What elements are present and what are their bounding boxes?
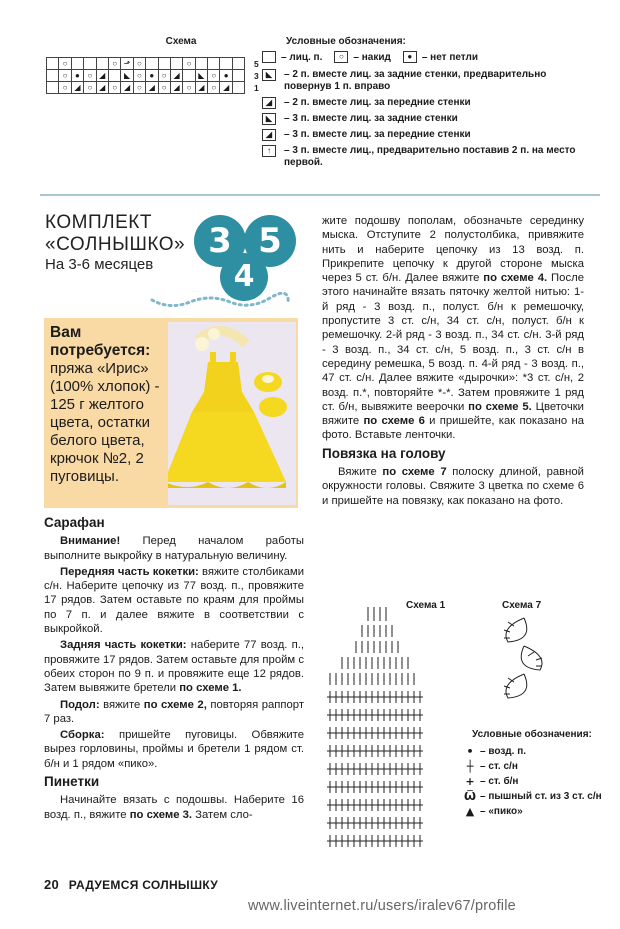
bottom-legend-item <box>462 744 602 759</box>
text: Перед началом работы выполните выкройку в натуральную величину. <box>44 535 304 562</box>
paragraph <box>44 565 304 636</box>
scheme7-title: Схема 7 <box>502 600 542 611</box>
row-numbers <box>254 58 259 94</box>
dotted-line-decoration <box>150 292 290 312</box>
top-legend-inline <box>262 51 592 63</box>
k3tog-back-icon: ◣ <box>262 113 276 125</box>
top-legend-item <box>262 97 592 109</box>
bottom-legend-item <box>462 804 602 819</box>
bottom-legend-item <box>462 759 602 774</box>
section-divider <box>40 194 600 196</box>
text: полоску длиной, равной окружности головы. Свяжите 3 цветка по схеме 6 и пришейте на повязку, как показано на фото. <box>322 466 584 507</box>
row-number: 1 <box>254 83 259 93</box>
legend-label: – «пико» <box>480 806 523 817</box>
k3tog-central-icon: ↑ <box>262 145 276 157</box>
legend-label: – 2 п. вместе лиц. за задние стенки, предварительно повернув 1 п. вправо <box>284 69 547 92</box>
size-badge: 5 <box>244 215 296 267</box>
double-crochet-icon: ┼ <box>466 760 474 773</box>
watermark-url: www.liveinternet.ru/users/iralev67/profile <box>248 898 516 914</box>
chain-stitch-icon: • <box>466 745 474 758</box>
materials-box <box>44 318 298 508</box>
legend-label: – 2 п. вместе лиц. за передние стенки <box>284 97 471 108</box>
top-legend <box>262 36 592 173</box>
text: и пришейте, как показано на фото. Вставьте ленточки. <box>322 415 584 442</box>
section-heading-pinetki: Пинетки <box>44 774 100 790</box>
top-legend-item <box>262 145 592 169</box>
title-line2: «СОЛНЫШКО» <box>45 234 186 255</box>
materials-text <box>50 324 168 486</box>
yarn-over-icon: ○ <box>334 51 348 63</box>
legend-label: – ст. с/н <box>480 761 518 772</box>
bottom-legend-item <box>462 774 602 789</box>
size-badge: 3 <box>194 215 246 267</box>
bold-text: по схеме 1. <box>176 682 242 695</box>
text: вяжите столбиками с/н. Наберите цепочку из 77 возд. п., провяжите 17 рядов. Затем оставьте по краям для проймы по 7 п. и далее вяжите в соответствии с выкройкой. <box>44 565 305 636</box>
top-scheme-title: Схема <box>165 36 197 47</box>
row-number: 3 <box>254 71 259 81</box>
paragraph <box>322 214 584 443</box>
legend-label: – 3 п. вместе лиц. за передние стенки <box>284 129 471 140</box>
text: жите подошву пополам, обозначьте серединку мыска. Отступите 2 полустолбика, привяжите нить и наберите цепочку из 13 возд. п. Прикрепите цепочку к другой стороне мыска через 5 ст. б/н. Далее вяжите <box>322 215 584 285</box>
bold-text: Сборка: <box>60 729 105 742</box>
bold-text: по схеме 6 <box>359 415 425 428</box>
legend-label: – 3 п. вместе лиц., предварительно поставив 2 п. на место первой. <box>284 145 576 168</box>
knit-chart-grid: ○ ○ ⬏ ○ ○ ○ ● ○ ◢ ◣ ○ ● ○ ◢ ◣ ○ ● ○ ◢ ○ ◢ ○ ◢ ○ ◢ ○ ◢ ○ ◢ ○ ◢ <box>46 57 245 94</box>
top-legend-item <box>262 129 592 141</box>
text: наберите 77 возд. п., провяжите 17 рядов. Затем оставьте для пройм с обеих сторон по 9 п. и провяжите еще 12 рядов. Затем вывяжите бретели <box>44 639 304 695</box>
legend-label: – лиц. п. <box>281 51 323 63</box>
bold-text: Задняя часть кокетки: <box>60 639 187 652</box>
footer-text: РАДУЕМСЯ СОЛНЫШКУ <box>68 878 219 892</box>
legend-label: – 3 п. вместе лиц. за задние стенки <box>284 113 458 124</box>
legend-label: – возд. п. <box>480 746 527 757</box>
title-line1: КОМПЛЕКТ <box>45 212 152 233</box>
scheme1-diagram <box>326 603 452 858</box>
top-legend-item <box>262 69 592 93</box>
article-title <box>45 212 185 273</box>
paragraph <box>44 793 304 822</box>
bold-text: по схеме 2, <box>140 698 207 711</box>
materials-list: пряжа «Ирис» (100% хлопок) - 125 г желтого цвета, остатки белого цвета, крючок №2, 2 пуговицы. <box>50 360 160 485</box>
picot-icon: ▲ <box>465 805 475 818</box>
legend-label: – пышный ст. из 3 ст. с/н <box>480 791 602 802</box>
bold-text: по схеме 3. <box>126 808 193 821</box>
section-heading-sarafan: Сарафан <box>44 515 105 530</box>
paragraph <box>44 534 304 563</box>
paragraph <box>44 638 304 695</box>
legend-label: – нет петли <box>421 51 479 63</box>
materials-heading: Вам потребуется: <box>50 324 151 359</box>
bold-text: Внимание! <box>60 535 121 548</box>
paragraph <box>322 465 584 508</box>
text: Затем сло- <box>192 808 253 821</box>
k3tog-front-icon: ◢ <box>262 129 276 141</box>
single-crochet-icon: + <box>465 775 475 788</box>
legend-label: – ст. б/н <box>480 776 519 787</box>
text: После этого начинайте вязать пяточку желтой нитью: 1-й ряд - 3 возд. п., полуст. б/н к ремешочку, пропустите 3 ст. с/н, 34 ст. с/н, полуст. б/н к ремешочку. 2-й ряд - 3 возд. п., 34 ст. с/н. 3-й ряд - 3 возд. п., 34 ст. с/н, 5 возд. п., 3 ст. с/н в середину ремешка, 5 возд. п. 4-й ряд - 3 возд. п., 47 ст. с/н. Далее вяжите «дырочки»: *3 ст. с/н, 2 возд. п.*, повторяйте *-*. Затем провяжите 1 ряд ст. б/н, вывяжите веерочки <box>322 272 584 413</box>
right-column <box>322 214 584 510</box>
left-column <box>44 516 304 824</box>
text: пришейте пуговицы. Обвяжите вырез горловины, проймы и бретели 1 рядом ст. б/н и 1 рядом «пико». <box>44 729 304 770</box>
paragraph <box>44 698 304 727</box>
top-scheme <box>46 36 246 47</box>
top-legend-item <box>262 113 592 125</box>
page-footer <box>44 877 218 892</box>
puff-stitch-icon: Ѿ <box>463 790 477 803</box>
knit-stitch-icon <box>262 51 276 63</box>
no-stitch-icon: ● <box>403 51 417 63</box>
size-badge: 4 <box>220 253 268 301</box>
section-heading-povyazka: Повязка на голову <box>322 445 446 461</box>
bold-text: по схеме 5. <box>464 400 532 413</box>
text: Цветочки вяжите <box>322 400 584 428</box>
page-number: 20 <box>44 877 60 892</box>
bottom-legend-title: Условные обозначения: <box>472 729 592 740</box>
bold-text: Подол: <box>60 698 100 711</box>
text: Начинайте вязать с подошвы. Наберите 16 возд. п., вяжите <box>44 794 304 821</box>
bold-text: по схеме 7 <box>376 466 447 479</box>
k2tog-back-icon: ◣ <box>262 69 276 81</box>
legend-label: – накид <box>353 51 391 63</box>
scheme1-title: Схема 1 <box>406 600 446 611</box>
bottom-legend-item <box>462 789 602 804</box>
dress-photo <box>168 322 296 505</box>
text: вяжите <box>99 698 141 711</box>
bold-text: Передняя часть кокетки: <box>60 565 199 578</box>
top-legend-title: Условные обозначения: <box>286 36 406 47</box>
bottom-legend <box>462 727 602 819</box>
paragraph <box>44 728 304 771</box>
row-number: 5 <box>254 59 259 69</box>
bold-text: по схеме 4. <box>479 272 548 285</box>
scheme7-diagram <box>494 612 554 704</box>
title-age: На 3-6 месяцев <box>45 256 154 273</box>
text: повторяя раппорт 7 раз. <box>44 698 304 725</box>
k2tog-front-icon: ◢ <box>262 97 276 109</box>
text: Вяжите <box>338 466 377 479</box>
